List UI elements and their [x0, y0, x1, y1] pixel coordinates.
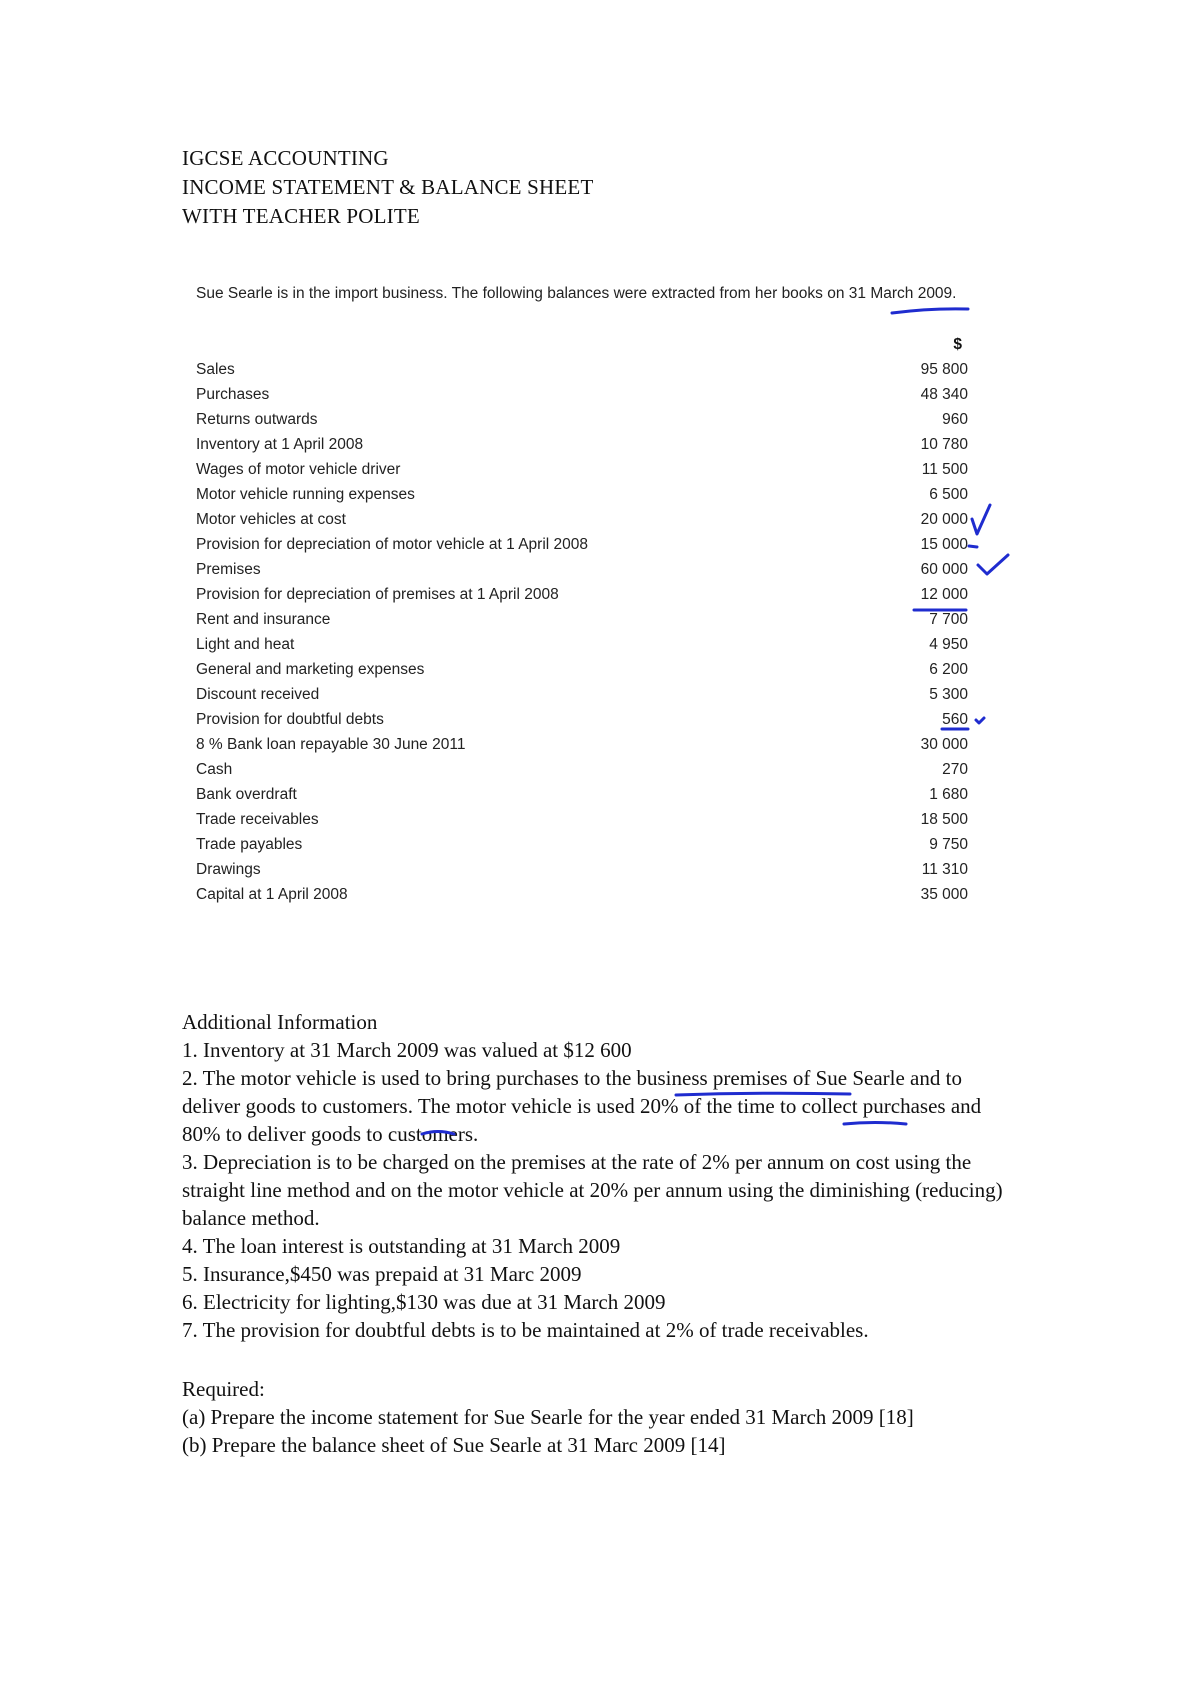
- ledger-row: [196, 882, 972, 907]
- ledger-amount: 5 300: [929, 686, 968, 703]
- ledger-row: [196, 682, 972, 707]
- ledger-row: [196, 532, 972, 557]
- additional-title: Additional Information: [182, 1010, 378, 1034]
- ledger-row: [196, 857, 972, 882]
- ledger-amount: 4 950: [929, 636, 968, 653]
- ledger-row: [196, 557, 972, 582]
- additional-information: [182, 1008, 1022, 1344]
- ledger-row: [196, 607, 972, 632]
- ledger-amount: 6 200: [929, 661, 968, 678]
- required-title: Required:: [182, 1377, 265, 1401]
- ledger-label: Returns outwards: [196, 411, 318, 428]
- ledger-label: Motor vehicle running expenses: [196, 486, 415, 503]
- question-intro: Sue Searle is in the import business. The following balances were extracted from her books on 31 March 2009.: [196, 285, 957, 302]
- ledger-label: Discount received: [196, 686, 320, 703]
- additional-item-6: 6. Electricity for lighting,$130 was due at 31 March 2009: [182, 1290, 666, 1314]
- ledger-amount: 15 000: [920, 536, 968, 553]
- ledger-amount: 270: [942, 761, 968, 778]
- ledger-label: Cash: [196, 761, 233, 778]
- additional-item-4: 4. The loan interest is outstanding at 31 March 2009: [182, 1234, 621, 1258]
- ledger-amount: 7 700: [929, 611, 968, 628]
- ledger-amount: 48 340: [920, 386, 968, 403]
- ledger-row: [196, 407, 972, 432]
- topic-title: INCOME STATEMENT & BALANCE SHEET: [182, 175, 594, 199]
- ledger-row: [196, 807, 972, 832]
- ledger-row: [196, 507, 972, 532]
- document-header: [182, 144, 594, 231]
- ledger-label: Trade receivables: [196, 811, 319, 828]
- ledger-label: Inventory at 1 April 2008: [196, 436, 364, 453]
- currency-header: $: [953, 336, 962, 353]
- underline-31-march: [892, 309, 968, 313]
- required-section: [182, 1375, 1022, 1459]
- ledger-rows: [196, 357, 972, 907]
- required-part-b: (b) Prepare the balance sheet of Sue Searle at 31 Marc 2009 [14]: [182, 1433, 726, 1457]
- ledger-label: Trade payables: [196, 836, 303, 853]
- ledger-amount: 6 500: [929, 486, 968, 503]
- ledger-amount: 560: [942, 711, 968, 728]
- ledger-amount: 1 680: [929, 786, 968, 803]
- ledger-amount: 30 000: [920, 736, 968, 753]
- ledger-row: [196, 357, 972, 382]
- tick-560-icon: [976, 718, 984, 723]
- ledger-label: Bank overdraft: [196, 786, 297, 803]
- ledger-label: General and marketing expenses: [196, 661, 425, 678]
- ledger-amount: 960: [942, 411, 968, 428]
- ledger-label: Provision for depreciation of premises at 1 April 2008: [196, 586, 559, 603]
- ledger-row: [196, 757, 972, 782]
- ledger-row: [196, 432, 972, 457]
- trial-balance-list: [196, 333, 972, 907]
- ledger-label: Premises: [196, 561, 261, 578]
- ledger-row: [196, 382, 972, 407]
- additional-item-2: 2. The motor vehicle is used to bring purchases to the business premises of Sue Searle and to deliver goods to customers. The motor vehicle is used 20% of the time to collect purchases and 80% to deliver goods to customers.: [182, 1066, 982, 1146]
- ledger-row: [196, 582, 972, 607]
- tick-motor-vehicles-icon: [972, 505, 990, 534]
- ledger-label: Provision for doubtful debts: [196, 711, 384, 728]
- ledger-label: Rent and insurance: [196, 611, 331, 628]
- ledger-row: [196, 732, 972, 757]
- course-title: IGCSE ACCOUNTING: [182, 146, 389, 170]
- ledger-label: 8 % Bank loan repayable 30 June 2011: [196, 736, 466, 753]
- ledger-row: [196, 782, 972, 807]
- ledger-amount: 60 000: [920, 561, 968, 578]
- additional-item-3: 3. Depreciation is to be charged on the premises at the rate of 2% per annum on cost using the straight line method and on the motor vehicle at 20% per annum using the diminishing (reducing) balance method.: [182, 1150, 1003, 1230]
- additional-item-7: 7. The provision for doubtful debts is to be maintained at 2% of trade receivables.: [182, 1318, 869, 1342]
- ledger-amount: 9 750: [929, 836, 968, 853]
- ledger-label: Purchases: [196, 386, 270, 403]
- ledger-amount: 11 310: [921, 861, 968, 878]
- tick-premises-icon: [978, 555, 1008, 574]
- additional-item-1: 1. Inventory at 31 March 2009 was valued at $12 600: [182, 1038, 632, 1062]
- ledger-row: [196, 707, 972, 732]
- ledger-amount: 20 000: [920, 511, 968, 528]
- ledger-label: Motor vehicles at cost: [196, 511, 346, 528]
- ledger-row: [196, 832, 972, 857]
- teacher-line: WITH TEACHER POLITE: [182, 204, 420, 228]
- ledger-amount: 95 800: [920, 361, 968, 378]
- ledger-amount: 18 500: [920, 811, 968, 828]
- required-part-a: (a) Prepare the income statement for Sue Searle for the year ended 31 March 2009 [18]: [182, 1405, 914, 1429]
- ledger-amount: 35 000: [920, 886, 968, 903]
- ledger-amount: 12 000: [920, 586, 968, 603]
- ledger-label: Sales: [196, 361, 235, 378]
- ledger-label: Drawings: [196, 861, 261, 878]
- ledger-row: [196, 457, 972, 482]
- ledger-row: [196, 482, 972, 507]
- ledger-row: [196, 632, 972, 657]
- ledger-amount: 10 780: [920, 436, 968, 453]
- ledger-label: Provision for depreciation of motor vehicle at 1 April 2008: [196, 536, 589, 553]
- ledger-label: Capital at 1 April 2008: [196, 886, 348, 903]
- ledger-label: Light and heat: [196, 636, 295, 653]
- ledger-label: Wages of motor vehicle driver: [196, 461, 401, 478]
- ledger-row: [196, 657, 972, 682]
- additional-item-5: 5. Insurance,$450 was prepaid at 31 Marc 2009: [182, 1262, 582, 1286]
- ledger-amount: 11 500: [921, 461, 968, 478]
